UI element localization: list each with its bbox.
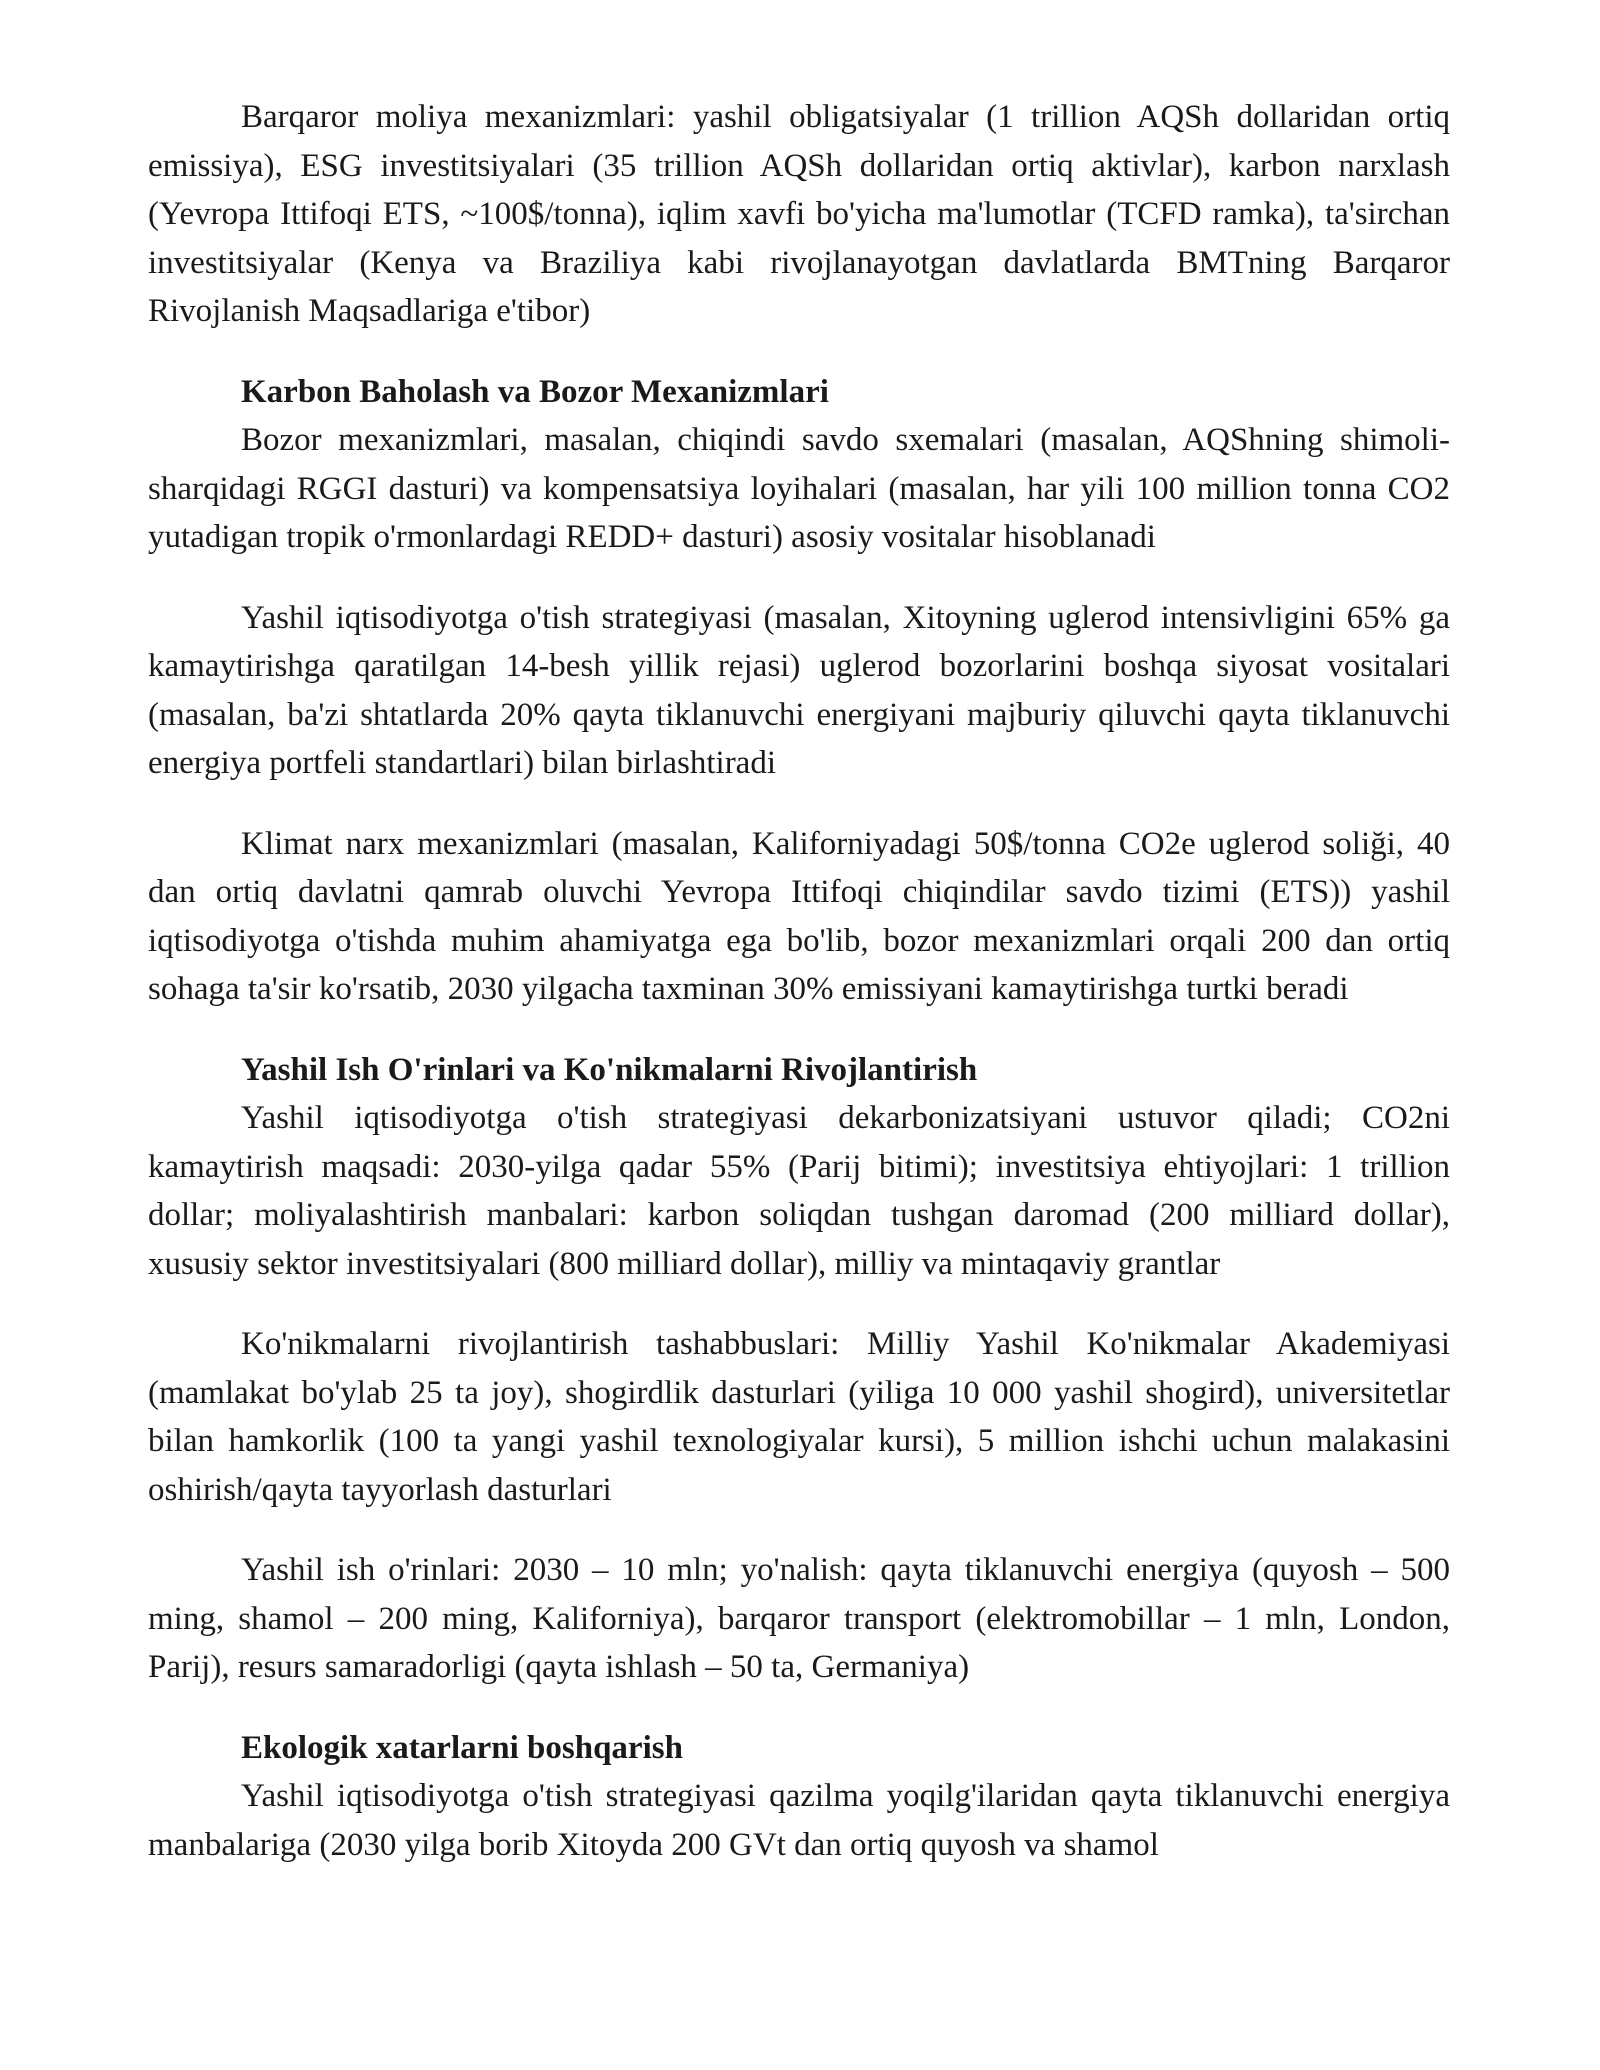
heading-carbon-pricing: Karbon Baholash va Bozor Mexanizmlari bbox=[241, 373, 829, 410]
paragraph-green-transition-strategy: Yashil iqtisodiyotga o'tish strategiyasi (masalan, Xitoyning uglerod intensivligini 65% ga kamaytirishga qaratilgan 14-besh yillik rejasi) uglerod bozorlarini boshqa siyosat vositalari (masalan, ba'zi shtatlarda 20% qayta tiklanuvchi energiyani majburiy qiluvchi qayta tiklanuvchi energiya portfeli standartlari) bilan birlashtiradi bbox=[148, 599, 1450, 781]
paragraph-market-mechanisms: Bozor mexanizmlari, masalan, chiqindi savdo sxemalari (masalan, AQShning shimoli-sharqidagi RGGI dasturi) va kompensatsiya loyihalari (masalan, har yili 100 million tonna CO2 yutadigan tropik o'rmonlardagi REDD+ dasturi) asosiy vositalar hisoblanadi bbox=[148, 422, 1450, 555]
paragraph-green-jobs-numbers: Yashil ish o'rinlari: 2030 – 10 mln; yo'nalish: qayta tiklanuvchi energiya (quyosh – 500 ming, shamol – 200 ming, Kaliforniya), barqaror transport (elektromobillar – 1 mln, London, Parij), resurs samaradorligi (qayta ishlash – 50 ta, Germaniya) bbox=[148, 1552, 1450, 1685]
heading-environmental-risks: Ekologik xatarlarni boshqarish bbox=[241, 1729, 683, 1766]
paragraph-fossil-to-renewable: Yashil iqtisodiyotga o'tish strategiyasi qazilma yoqilg'ilaridan qayta tiklanuvchi energiya manbalariga (2030 yilga borib Xitoyda 200 GVt dan ortiq quyosh va shamol bbox=[148, 1778, 1450, 1863]
document-page bbox=[148, 93, 1450, 1869]
paragraph-decarbonization-priority: Yashil iqtisodiyotga o'tish strategiyasi dekarbonizatsiyani ustuvor qiladi; CO2ni kamaytirish maqsadi: 2030-yilga qadar 55% (Parij bitimi); investitsiya ehtiyojlari: 1 trillion dollar; moliyalashtirish manbalari: karbon soliqdan tushgan daromad (200 milliard dollar), xususiy sektor investitsiyalari (800 milliard dollar), milliy va mintaqaviy grantlar bbox=[148, 1100, 1450, 1282]
paragraph-climate-price-mechanisms: Klimat narx mexanizmlari (masalan, Kaliforniyadagi 50$/tonna CO2e uglerod soliği, 40 dan ortiq davlatni qamrab oluvchi Yevropa Ittifoqi chiqindilar savdo tizimi (ETS)) yashil iqtisodiyotga o'tishda muhim ahamiyatga ega bo'lib, bozor mexanizmlari orqali 200 dan ortiq sohaga ta'sir ko'rsatib, 2030 yilgacha taxminan 30% emissiyani kamaytirishga turtki beradi bbox=[148, 825, 1450, 1007]
heading-green-jobs: Yashil Ish O'rinlari va Ko'nikmalarni Rivojlantirish bbox=[241, 1051, 978, 1088]
paragraph-skills-initiatives: Ko'nikmalarni rivojlantirish tashabbuslari: Milliy Yashil Ko'nikmalar Akademiyasi (mamlakat bo'ylab 25 ta joy), shogirdlik dasturlari (yiliga 10 000 yashil shogird), universitetlar bilan hamkorlik (100 ta yangi yashil texnologiyalar kursi), 5 million ishchi uchun malakasini oshirish/qayta tayyorlash dasturlari bbox=[148, 1326, 1450, 1508]
paragraph-sustainable-finance: Barqaror moliya mexanizmlari: yashil obligatsiyalar (1 trillion AQSh dollaridan ortiq emissiya), ESG investitsiyalari (35 trillion AQSh dollaridan ortiq aktivlar), karbon narxlash (Yevropa Ittifoqi ETS, ~100$/tonna), iqlim xavfi bo'yicha ma'lumotlar (TCFD ramka), ta'sirchan investitsiyalar (Kenya va Braziliya kabi rivojlanayotgan davlatlarda BMTning Barqaror Rivojlanish Maqsadlariga e'tibor) bbox=[148, 99, 1450, 329]
